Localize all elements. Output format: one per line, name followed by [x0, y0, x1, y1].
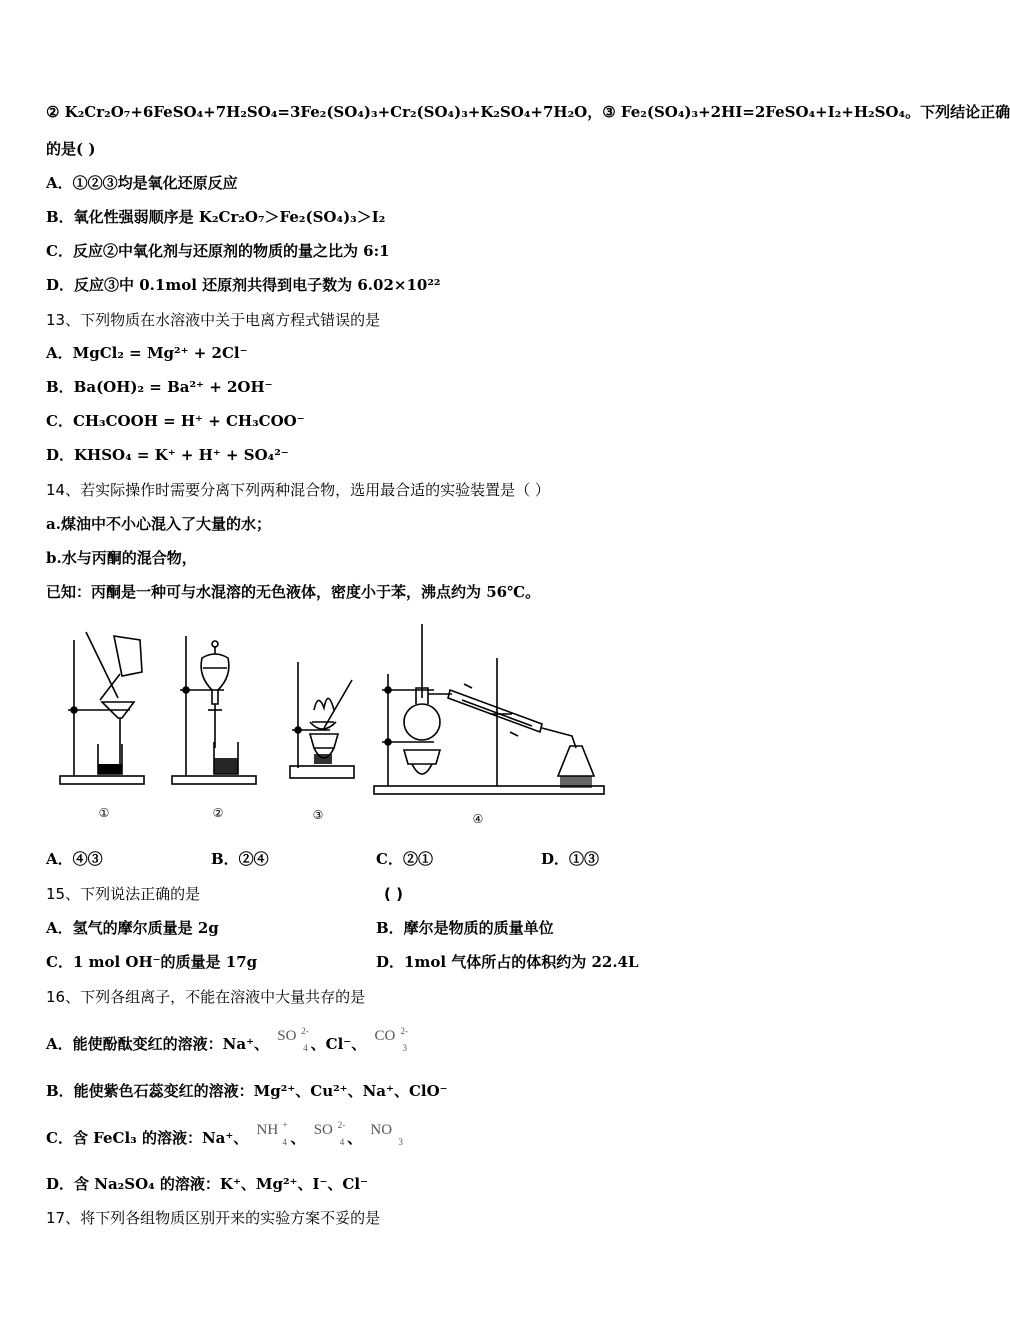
q12-option-d: D．反应③中 0.1mol 还原剂共得到电子数为 6.02×10²²: [46, 276, 441, 294]
q16-stem: 16、下列各组离子，不能在溶液中大量共存的是: [46, 988, 366, 1006]
q16-option-a-mid: 、Cl⁻、: [310, 1035, 367, 1053]
q14-item-b: b.水与丙酮的混合物，: [46, 549, 197, 567]
figure-label-1: ①: [98, 806, 110, 820]
ion-sulfate-2-sub: 4: [339, 1137, 345, 1147]
ion-nitrate-base: NO: [370, 1122, 393, 1138]
q14-option-b: B．②④: [211, 850, 269, 868]
ion-carbonate-charge: 2-: [400, 1026, 408, 1036]
q14-option-a: A．④③: [46, 850, 103, 868]
q15-option-d: D．1mol 气体所占的体积约为 22.4L: [376, 953, 639, 971]
q13-option-b: B．Ba(OH)₂ = Ba²⁺ + 2OH⁻: [46, 378, 273, 396]
ion-sulfate-sub: 4: [303, 1043, 308, 1053]
q15-stem: 15、下列说法正确的是: [46, 885, 201, 903]
q14-stem: 14、若实际操作时需要分离下列两种混合物，选用最合适的实验装置是（ ）: [46, 481, 550, 499]
apparatus-3-evaporation: [290, 662, 354, 778]
q12-reaction-2: ② K₂Cr₂O₇+6FeSO₄+7H₂SO₄=3Fe₂(SO₄)₃+Cr₂(SO₄)₃+K₂SO₄+7H₂O，: [46, 103, 603, 121]
ion-ammonium: [256, 1120, 288, 1147]
apparatus-2-separatory-funnel: [172, 636, 256, 784]
q12-stem-end: 的是( ): [46, 140, 96, 158]
ion-carbonate: [374, 1026, 408, 1053]
ion-ammonium-sub: 4: [282, 1137, 288, 1147]
q17-stem: 17、将下列各组物质区别开来的实验方案不妥的是: [46, 1209, 381, 1227]
q14-option-d: D．①③: [541, 850, 600, 868]
ion-carbonate-base: CO: [374, 1028, 396, 1044]
ion-sulfate: [277, 1026, 309, 1053]
ion-nitrate-sub: 3: [398, 1137, 403, 1147]
q12-option-a: A．①②③均是氧化还原反应: [46, 174, 238, 192]
q16-option-a: [46, 1026, 408, 1055]
q13-option-c: C．CH₃COOH = H⁺ + CH₃COO⁻: [46, 412, 305, 430]
q14-item-a: a.煤油中不小心混入了大量的水；: [46, 515, 271, 533]
q16-sep-1: 、: [290, 1129, 306, 1147]
q15-option-a: A．氢气的摩尔质量是 2g: [46, 919, 219, 937]
q12-option-b: B．氧化性强弱顺序是 K₂Cr₂O₇＞Fe₂(SO₄)₃＞I₂: [46, 208, 386, 226]
q16-sep-2: 、: [347, 1129, 363, 1147]
apparatus-figure: [52, 618, 612, 833]
figure-label-3: ③: [312, 808, 324, 822]
figure-label-4: ④: [472, 812, 484, 826]
q15-option-c: C．1 mol OH⁻的质量是 17g: [46, 953, 258, 971]
q12-reaction-3: ③ Fe₂(SO₄)₃+2HI=2FeSO₄+I₂+H₂SO₄。下列结论正确: [602, 103, 1010, 121]
q14-known: 已知：丙酮是一种可与水混溶的无色液体，密度小于苯，沸点约为 56℃。: [46, 583, 541, 601]
apparatus-1-filtration: [60, 632, 144, 784]
q15-answer-paren: ( ): [384, 885, 403, 903]
q15-stem-row: [46, 884, 403, 904]
ion-sulfate-charge: 2-: [301, 1026, 309, 1036]
apparatus-4-distillation: [374, 624, 604, 794]
q16-option-d: D．含 Na₂SO₄ 的溶液：K⁺、Mg²⁺、I⁻、Cl⁻: [46, 1175, 368, 1193]
ion-sulfate-2-base: SO: [313, 1122, 333, 1138]
ion-sulfate-2-charge: 2-: [337, 1120, 346, 1130]
ion-nitrate: [370, 1120, 403, 1147]
figure-label-2: ②: [212, 806, 224, 820]
q12-option-c: C．反应②中氧化剂与还原剂的物质的量之比为 6:1: [46, 242, 390, 260]
q16-option-b: B．能使紫色石蕊变红的溶液：Mg²⁺、Cu²⁺、Na⁺、ClO⁻: [46, 1082, 448, 1100]
q13-option-d: D．KHSO₄ = K⁺ + H⁺ + SO₄²⁻: [46, 446, 289, 464]
ion-ammonium-base: NH: [256, 1122, 279, 1138]
q14-option-c: C．②①: [376, 850, 433, 868]
ion-sulfate-2: [313, 1120, 346, 1147]
ion-ammonium-charge: +: [282, 1120, 288, 1130]
ion-sulfate-base: SO: [277, 1028, 297, 1044]
q15-option-b: B．摩尔是物质的质量单位: [376, 919, 554, 937]
q13-stem: 13、下列物质在水溶液中关于电离方程式错误的是: [46, 311, 381, 329]
ion-carbonate-sub: 3: [402, 1043, 407, 1053]
q16-option-a-text: A．能使酚酞变红的溶液：Na⁺、: [46, 1035, 269, 1053]
q12-reactions: [46, 102, 1010, 122]
q16-option-c-text: C．含 FeCl₃ 的溶液：Na⁺、: [46, 1129, 249, 1147]
q16-option-c: [46, 1120, 403, 1149]
q13-option-a: A．MgCl₂ = Mg²⁺ + 2Cl⁻: [46, 344, 248, 362]
